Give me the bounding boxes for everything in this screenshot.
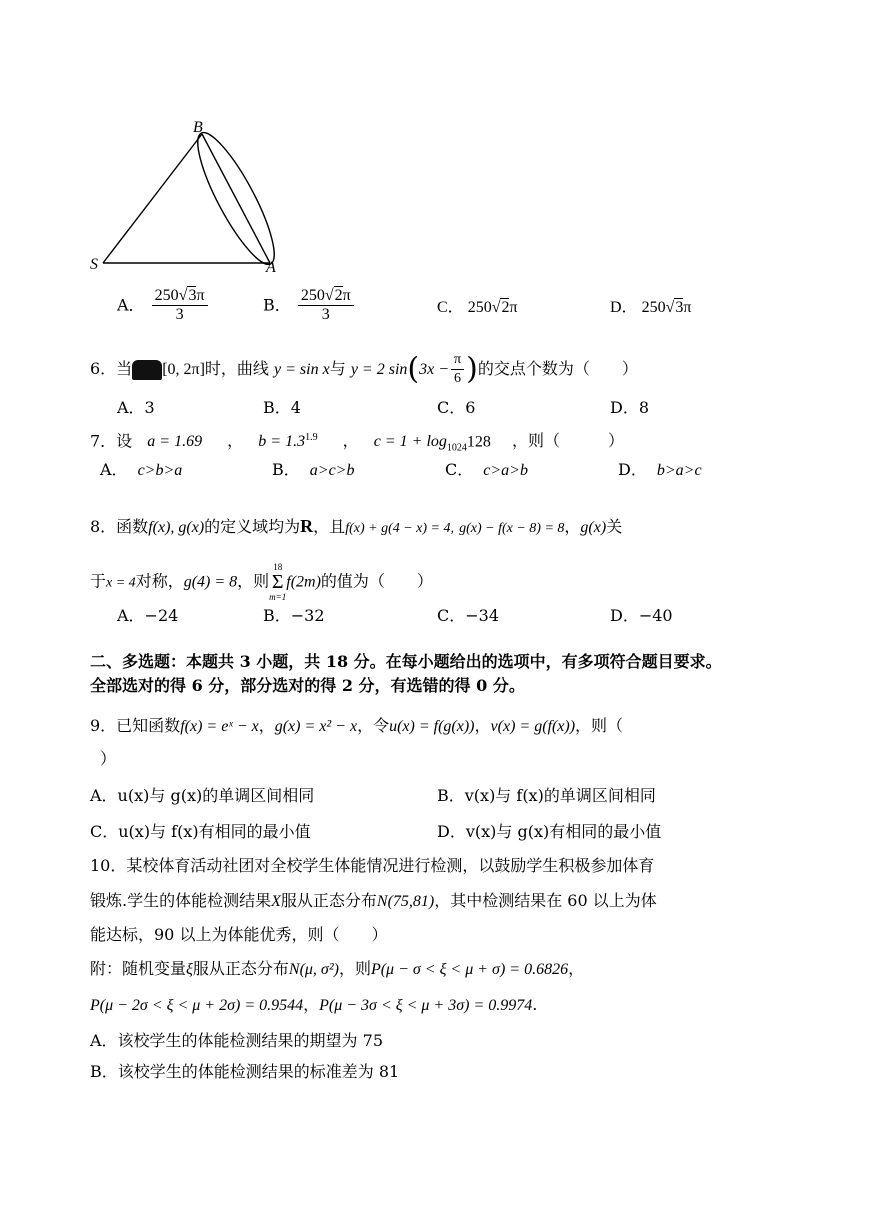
q5-option-a: A． $\frac{250√3\pi}{3}$: [117, 287, 210, 324]
q9-line2: ）: [100, 749, 117, 768]
q6-option-c: C．6: [437, 398, 476, 417]
q9-option-c: C．u(x)与 f(x)有相同的最小值: [90, 822, 311, 841]
q9-option-b: B．v(x)与 f(x)的单调区间相同: [437, 786, 656, 805]
q7-option-b: B． a>c>b: [272, 460, 355, 479]
q5-option-c: C． 250√2π: [437, 299, 518, 316]
q6-option-b: B．4: [263, 398, 301, 417]
q6-stem: 6．当 [0, 2π]时，曲线 y = sin x与 y = 2 sin(3x − $\frac{\pi}{6}$ )的交点个数为（ ）: [90, 351, 638, 387]
q7-option-d: D． b>a>c: [618, 460, 702, 479]
section2-heading-line2: 全部选对的得 6 分，部分选对的得 2 分，有选错的得 0 分。: [90, 676, 525, 695]
q8-option-c: C．−34: [437, 606, 500, 625]
q10-line5: P(μ − 2σ < ξ < μ + 2σ) = 0.9544，P(μ − 3σ < ξ < μ + 3σ) = 0.9974.: [90, 995, 538, 1014]
q8-line2: 于x = 4对称，g(4) = 8，则18 Σ m=1f(2m)的值为（ ）: [90, 562, 433, 602]
q8-option-a: A．−24: [117, 606, 179, 625]
q9-option-d: D．v(x)与 g(x)有相同的最小值: [437, 822, 662, 841]
section2-heading-line1: 二、多选题：本题共 3 小题，共 18 分。在每小题给出的选项中，有多项符合题目要求。: [90, 652, 722, 671]
q8-line1: 8．函数f(x), g(x)的定义域均为R，且f(x) + g(4 − x) = 4, g(x) − f(x − 8) = 8，g(x)关: [90, 516, 623, 536]
q9-line1: 9．已知函数f(x) = eˣ − x，g(x) = x² − x，令u(x) = f(g(x))，v(x) = g(f(x))，则（: [90, 716, 624, 735]
q7-option-a: A． c>b>a: [100, 460, 183, 479]
cone-figure: [85, 112, 285, 277]
label-S: S: [90, 256, 98, 273]
q9-option-a: A．u(x)与 g(x)的单调区间相同: [90, 786, 315, 805]
q7-stem: 7．设 a = 1.69 ， $b = 1.3^{1.9}$ ， $c = 1 + \log_{1024}128$ ，则（ ）: [90, 431, 625, 454]
q6-option-a: A．3: [117, 398, 155, 417]
q10-line3: 能达标，90 以上为体能优秀，则（ ）: [90, 925, 388, 944]
q8-option-d: D．−40: [610, 606, 673, 625]
q8-option-b: B．−32: [263, 606, 325, 625]
q5-option-b: B． $\frac{250√2\pi}{3}$: [263, 287, 356, 324]
label-A: A: [266, 259, 276, 276]
q10-line1: 10．某校体育活动社团对全校学生体能情况进行检测，以鼓励学生积极参加体育: [90, 856, 655, 875]
q10-option-a: A．该校学生的体能检测结果的期望为 75: [90, 1031, 384, 1050]
q7-option-c: C． c>a>b: [445, 460, 528, 479]
q10-line2: 锻炼.学生的体能检测结果X服从正态分布N(75,81)，其中检测结果在 60 以上为体: [90, 891, 657, 910]
q10-line4: 附：随机变量ξ服从正态分布N(μ, σ²)，则P(μ − σ < ξ < μ + σ) = 0.6826，: [90, 959, 585, 978]
redacted-mark: [132, 360, 162, 380]
q5-option-d: D． 250√3π: [610, 299, 692, 316]
q6-option-d: D．8: [610, 398, 650, 417]
label-B: B: [193, 119, 203, 136]
q10-option-b: B．该校学生的体能检测结果的标准差为 81: [90, 1062, 400, 1081]
